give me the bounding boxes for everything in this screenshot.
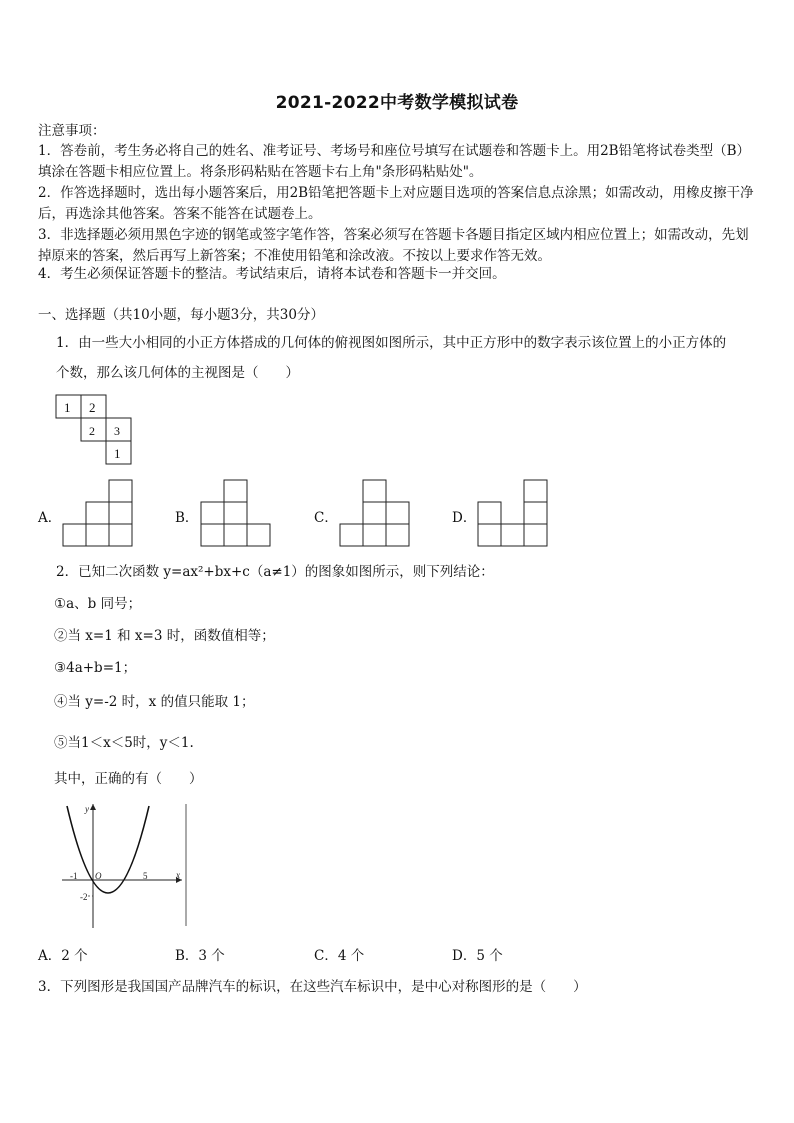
notes-heading: 注意事项： [38, 123, 106, 139]
q2-option-a[interactable]: A．2 个 [38, 948, 88, 964]
note-item-1: 1．答卷前，考生务必将自己的姓名、准考证号、考场号和座位号填写在试题卷和答题卡上。用2B铅笔将试卷类型（B）填涂在答题卡相应位置上。将条形码粘贴在答题卡右上角"条形码粘贴处"。 [38, 143, 751, 180]
q1-option-c-figure[interactable] [340, 478, 412, 550]
top-view-number: 2 [89, 400, 96, 415]
q1-option-d[interactable]: D． [452, 510, 477, 526]
top-view-number: 2 [89, 424, 95, 438]
q1-option-b[interactable]: B． [175, 510, 199, 526]
q2-parabola-graph [58, 800, 190, 930]
q1-option-b-figure[interactable] [201, 478, 273, 550]
q1-option-c[interactable]: C． [314, 510, 338, 526]
q1-stem-line2: 个数，那么该几何体的主视图是（ ） [56, 365, 299, 381]
note-item-3: 3．非选择题必须用黑色字迹的钢笔或签字笔作答，答案必须写在答题卡各题目指定区域内相应位置上；如需改动，先划掉原来的答案，然后再写上新答案；不准使用铅笔和涂改液。不按以上要求作答无效。 [38, 227, 749, 264]
q2-option-d[interactable]: D．5 个 [452, 948, 503, 964]
q2-statement-4: ④当 y=-2 时，x 的值只能取 1； [54, 694, 255, 710]
section-heading: 一、选择题（共10小题，每小题3分，共30分） [38, 307, 324, 323]
q1-top-view-figure [54, 393, 134, 467]
q1-option-a[interactable]: A． [38, 510, 62, 526]
note-item-2: 2．作答选择题时，选出每小题答案后，用2B铅笔把答题卡上对应题目选项的答案信息点涂黑；如需改动，用橡皮擦干净后，再选涂其他答案。答案不能答在试题卷上。 [38, 185, 754, 222]
q2-option-c[interactable]: C．4 个 [314, 948, 365, 964]
q2-statement-1: ①a、b 同号； [54, 596, 142, 612]
y-axis-label: y [85, 804, 89, 814]
q2-ask: 其中，正确的有（ ） [54, 771, 203, 787]
q2-statement-5: ⑤当1＜x＜5时，y＜1. [54, 735, 194, 751]
q2-stem: 2．已知二次函数 y=ax²+bx+c（a≠1）的图象如图所示，则下列结论： [56, 564, 494, 580]
q2-statement-3: ③4a+b=1； [54, 660, 137, 676]
q1-option-a-figure[interactable] [63, 478, 135, 550]
q2-statement-2: ②当 x=1 和 x=3 时，函数值相等； [54, 628, 275, 644]
q1-stem-line1: 1．由一些大小相同的小正方体搭成的几何体的俯视图如图所示，其中正方形中的数字表示该位置上的小正方体的 [56, 335, 727, 351]
x-axis-label: x [176, 870, 180, 880]
origin-label: O [95, 871, 102, 881]
page-title: 2021-2022中考数学模拟试卷 [275, 93, 519, 113]
q2-option-b[interactable]: B．3 个 [175, 948, 225, 964]
note-item-4: 4．考生必须保证答题卡的整洁。考试结束后，请将本试卷和答题卡一并交回。 [38, 266, 506, 282]
top-view-number: 1 [114, 446, 121, 461]
q1-option-d-figure[interactable] [478, 478, 550, 550]
top-view-number: 3 [114, 424, 120, 438]
tick-label-minus-1: -1 [70, 871, 78, 881]
y-axis-arrow-icon [90, 804, 96, 810]
q3-stem: 3．下列图形是我国国产品牌汽车的标识，在这些汽车标识中，是中心对称图形的是（ ） [38, 979, 587, 995]
top-view-number: 1 [64, 400, 71, 415]
tick-label-minus-2: -2 [80, 892, 88, 902]
tick-label-5: 5 [143, 871, 148, 881]
